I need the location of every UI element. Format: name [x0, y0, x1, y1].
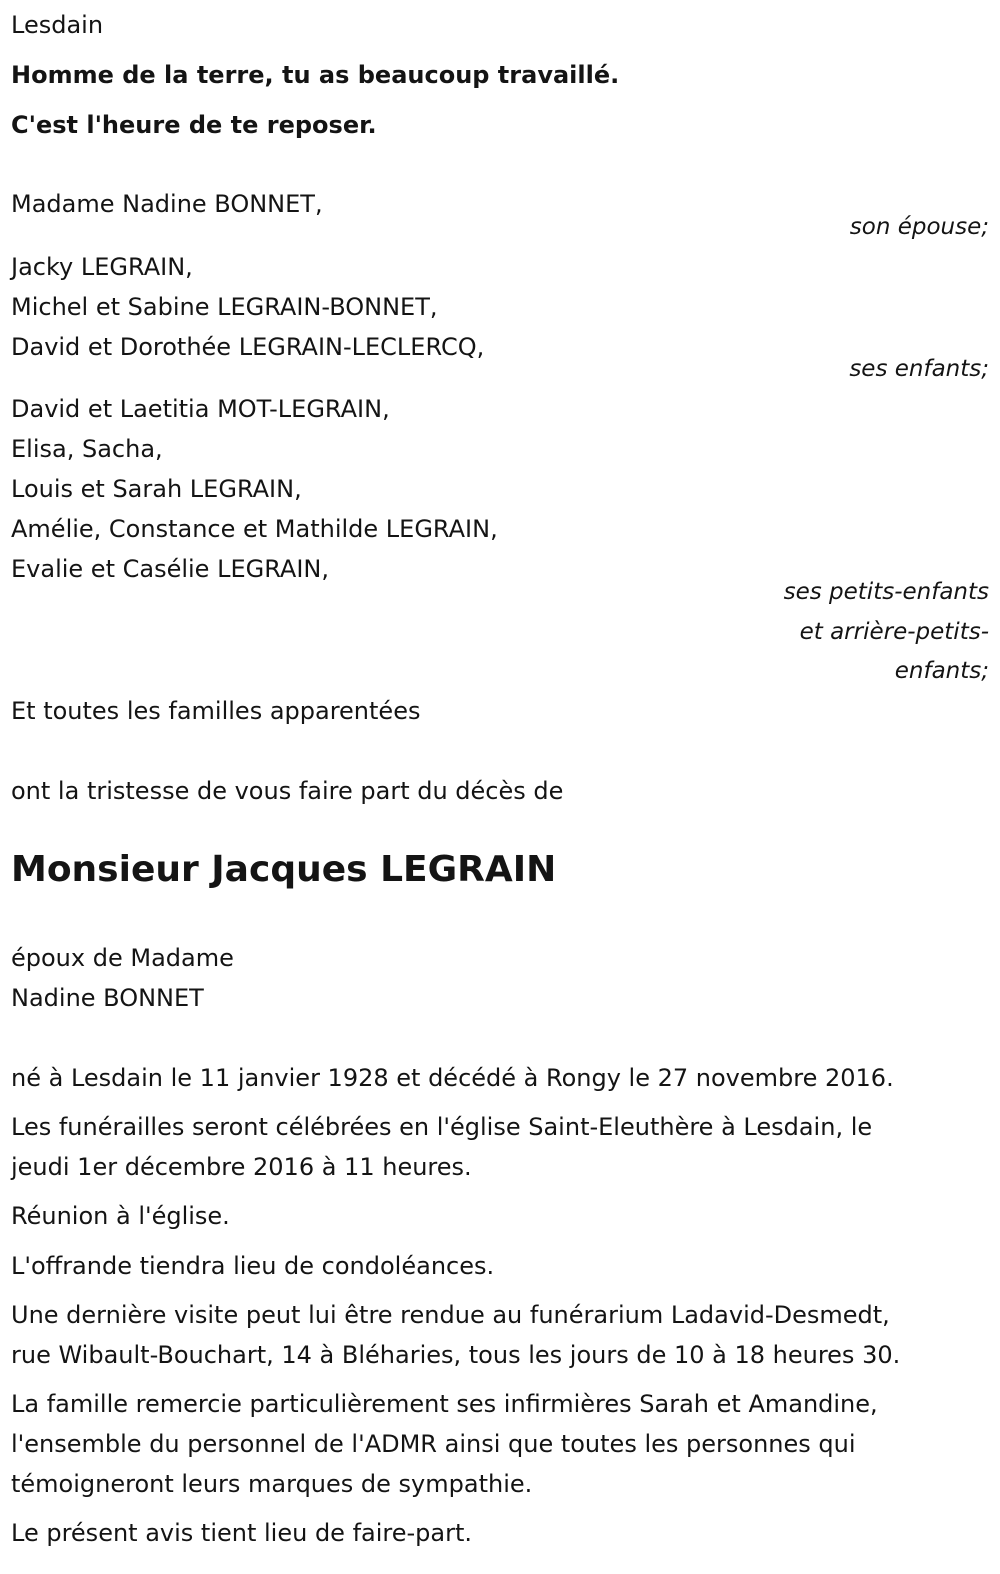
- meeting-info: Réunion à l'église.: [11, 1202, 230, 1230]
- spouse-relation: son épouse;: [849, 214, 989, 240]
- thanks-line-1: La famille remercie particulièrement ses infirmières Sarah et Amandine,: [11, 1390, 878, 1418]
- thanks-line-2: l'ensemble du personnel de l'ADMR ainsi que toutes les personnes qui: [11, 1430, 856, 1458]
- notice-line: Le présent avis tient lieu de faire-part.: [11, 1519, 473, 1547]
- child-name-1: Jacky LEGRAIN,: [11, 253, 193, 281]
- grandchildren-relation-line-2: et arrière-petits-: [799, 619, 989, 645]
- deceased-spouse-line-2: Nadine BONNET: [11, 984, 204, 1012]
- grandchild-name-2: Elisa, Sacha,: [11, 435, 163, 463]
- funeral-details-line-1: Les funérailles seront célébrées en l'église Saint-Eleuthère à Lesdain, le: [11, 1113, 873, 1141]
- deceased-spouse-line-1: époux de Madame: [11, 944, 234, 972]
- verse-line-2: C'est l'heure de te reposer.: [11, 111, 377, 139]
- deceased-name: Monsieur Jacques LEGRAIN: [11, 849, 557, 890]
- grandchild-name-4: Amélie, Constance et Mathilde LEGRAIN,: [11, 515, 498, 543]
- grandchild-name-1: David et Laetitia MOT-LEGRAIN,: [11, 395, 390, 423]
- location: Lesdain: [11, 11, 104, 39]
- offering-info: L'offrande tiendra lieu de condoléances.: [11, 1252, 495, 1280]
- thanks-line-3: témoigneront leurs marques de sympathie.: [11, 1470, 533, 1498]
- other-families: Et toutes les familles apparentées: [11, 697, 421, 725]
- birth-death-details: né à Lesdain le 11 janvier 1928 et décédé à Rongy le 27 novembre 2016.: [11, 1064, 894, 1092]
- visit-info-line-2: rue Wibault-Bouchart, 14 à Bléharies, tous les jours de 10 à 18 heures 30.: [11, 1341, 901, 1369]
- grandchildren-relation-line-3: enfants;: [894, 658, 989, 684]
- children-relation: ses enfants;: [849, 356, 989, 382]
- grandchildren-relation-line-1: ses petits-enfants: [783, 579, 989, 605]
- grandchild-name-5: Evalie et Casélie LEGRAIN,: [11, 555, 329, 583]
- grandchild-name-3: Louis et Sarah LEGRAIN,: [11, 475, 302, 503]
- child-name-2: Michel et Sabine LEGRAIN-BONNET,: [11, 293, 438, 321]
- spouse-name: Madame Nadine BONNET,: [11, 190, 323, 218]
- child-name-3: David et Dorothée LEGRAIN-LECLERCQ,: [11, 333, 485, 361]
- announcement: ont la tristesse de vous faire part du décès de: [11, 777, 564, 805]
- verse-line-1: Homme de la terre, tu as beaucoup travaillé.: [11, 61, 620, 89]
- visit-info-line-1: Une dernière visite peut lui être rendue au funérarium Ladavid-Desmedt,: [11, 1301, 890, 1329]
- funeral-details-line-2: jeudi 1er décembre 2016 à 11 heures.: [11, 1153, 472, 1181]
